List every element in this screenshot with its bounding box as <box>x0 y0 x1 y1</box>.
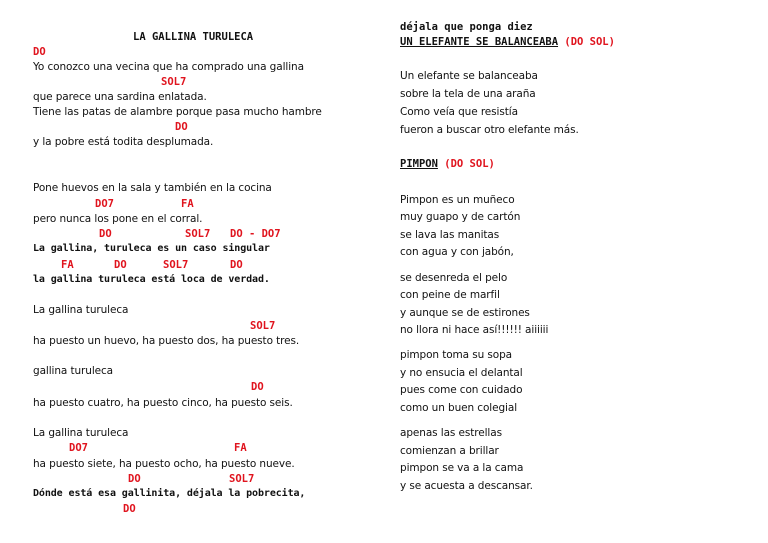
chord: SOL7 <box>250 320 276 332</box>
lyric-line: Pone huevos en la sala y también en la cocina <box>33 182 272 194</box>
song-chords: (DO SOL) <box>444 158 495 170</box>
chord: DO <box>230 259 243 271</box>
lyric-line: sobre la tela de una araña <box>400 88 536 100</box>
lyric-line: muy guapo y de cartón <box>400 211 521 223</box>
lyric-line: Pimpon es un muñeco <box>400 194 515 206</box>
lyric-line: se desenreda el pelo <box>400 272 508 284</box>
lyric-line: Un elefante se balanceaba <box>400 70 538 82</box>
lyric-line: y se acuesta a descansar. <box>400 480 533 492</box>
chord: DO7 <box>69 442 88 454</box>
chord: DO <box>114 259 127 271</box>
lyric-line: gallina turuleca <box>33 365 114 377</box>
lyric-line: ha puesto siete, ha puesto ocho, ha puesto nueve. <box>33 458 295 470</box>
chord: DO <box>251 381 264 393</box>
song-title-text: UN ELEFANTE SE BALANCEABA <box>400 36 559 48</box>
song-title-text: PIMPON <box>400 158 438 170</box>
lyric-line: con agua y con jabón, <box>400 246 514 258</box>
lyric-line: pimpon se va a la cama <box>400 462 524 474</box>
chord: DO <box>175 121 188 133</box>
lyric-line: con peine de marfil <box>400 289 500 301</box>
lyric-line: ha puesto un huevo, ha puesto dos, ha puesto tres. <box>33 335 300 347</box>
lyric-line: La gallina turuleca <box>33 427 129 439</box>
lyric-line: no llora ni hace así!!!!!! aiiiiii <box>400 324 549 336</box>
lyric-line-bold: La gallina, turuleca es un caso singular <box>33 243 270 254</box>
song-chords: (DO SOL) <box>564 36 615 48</box>
lyric-line-bold: la gallina turuleca está loca de verdad. <box>33 274 270 285</box>
chord: DO <box>128 473 141 485</box>
lyric-line: Tiene las patas de alambre porque pasa mucho hambre <box>33 106 322 118</box>
lyric-line: pimpon toma su sopa <box>400 349 512 361</box>
lyric-line: Como veía que resistía <box>400 106 518 118</box>
lyric-line: ha puesto cuatro, ha puesto cinco, ha puesto seis. <box>33 397 293 409</box>
song-title-pimpon <box>400 157 495 171</box>
song-title-elefante <box>400 35 615 49</box>
chord: FA <box>181 198 194 210</box>
lyric-line: La gallina turuleca <box>33 304 129 316</box>
chord: SOL7 <box>185 228 211 240</box>
chord: SOL7 <box>163 259 189 271</box>
lyric-line: como un buen colegial <box>400 402 518 414</box>
chord: DO <box>123 503 136 515</box>
lyric-line: se lava las manitas <box>400 229 500 241</box>
chord: SOL7 <box>229 473 255 485</box>
lyric-line: Yo conozco una vecina que ha comprado una gallina <box>33 61 304 73</box>
lyric-line: y aunque se de estirones <box>400 307 530 319</box>
song-title-gallina: LA GALLINA TURULECA <box>133 31 254 43</box>
lyric-line: pues come con cuidado <box>400 384 523 396</box>
lyric-line: y no ensucia el delantal <box>400 367 523 379</box>
lyric-line: pero nunca los pone en el corral. <box>33 213 203 225</box>
lyric-line-bold: déjala que ponga diez <box>400 21 533 33</box>
lyric-line: y la pobre está todita desplumada. <box>33 136 214 148</box>
chord: DO7 <box>95 198 114 210</box>
lyric-line: que parece una sardina enlatada. <box>33 91 207 103</box>
chord: DO <box>33 46 46 58</box>
chord: DO <box>99 228 112 240</box>
chord: FA <box>61 259 74 271</box>
lyric-line: comienzan a brillar <box>400 445 499 457</box>
lyric-line: apenas las estrellas <box>400 427 502 439</box>
chord: FA <box>234 442 247 454</box>
lyric-line-bold: Dónde está esa gallinita, déjala la pobrecita, <box>33 488 306 499</box>
chord: DO - DO7 <box>230 228 281 240</box>
lyric-line: fueron a buscar otro elefante más. <box>400 124 579 136</box>
chord: SOL7 <box>161 76 187 88</box>
